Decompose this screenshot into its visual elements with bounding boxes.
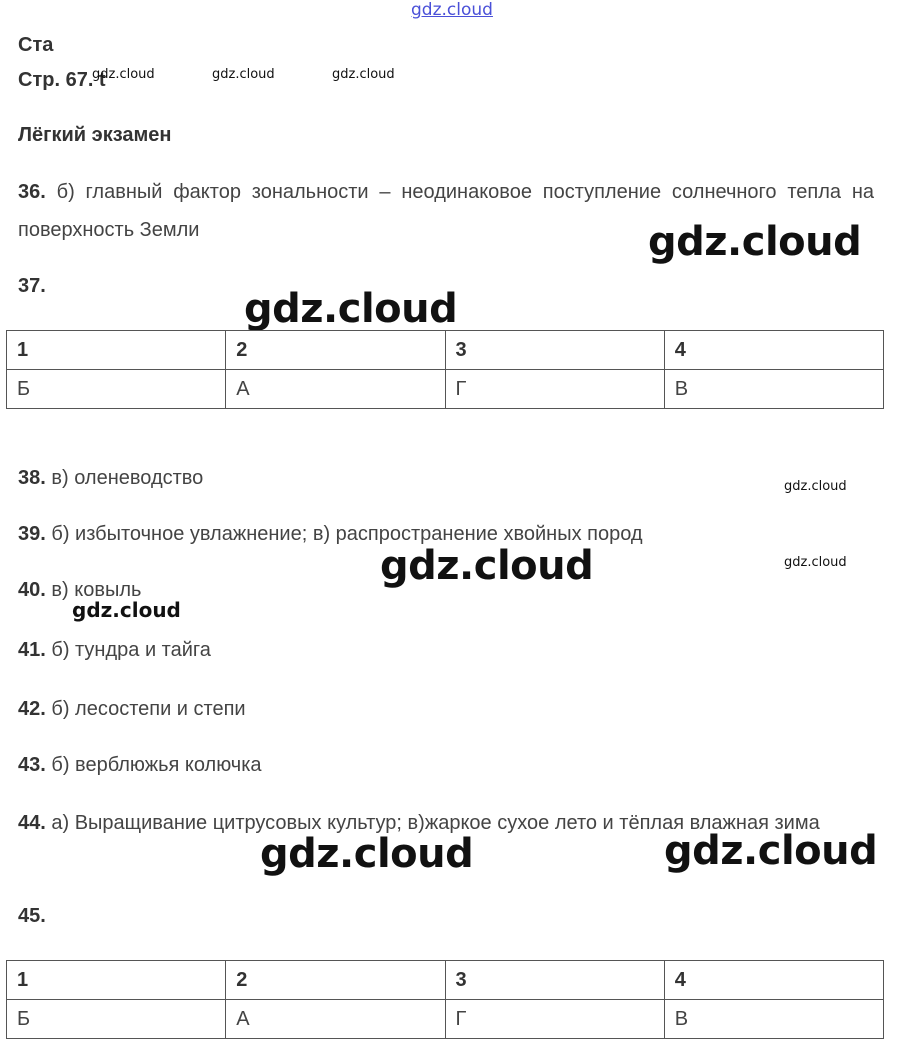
answer-text: б) главный фактор зональности – неодинаковое поступление солнечного тепла на поверхность Земли	[18, 181, 874, 241]
watermark-top[interactable]: gdz.cloud	[411, 0, 493, 20]
table-cell: 1	[7, 961, 226, 1000]
table-cell: Б	[7, 370, 226, 409]
answer-45	[18, 897, 46, 935]
cut-off-heading: Ста	[18, 34, 54, 56]
watermark-large: gdz.cloud	[244, 286, 458, 332]
answer-text: б) верблюжья колючка	[51, 754, 262, 776]
answer-text: б) лесостепи и степи	[51, 698, 246, 720]
answer-text: б) тундра и тайга	[51, 639, 211, 661]
table-cell: 2	[226, 331, 445, 370]
answer-number: 42.	[18, 698, 46, 720]
answer-text: б) избыточное увлажнение; в) распространение хвойных пород	[51, 523, 643, 545]
answer-number: 43.	[18, 754, 46, 776]
table-cell: 4	[664, 331, 883, 370]
table-cell: Г	[445, 370, 664, 409]
table-row	[7, 1000, 884, 1039]
answer-number: 45.	[18, 905, 46, 927]
watermark-large: gdz.cloud	[380, 543, 594, 589]
answer-42	[18, 690, 246, 728]
answer-number: 40.	[18, 579, 46, 601]
table-cell: В	[664, 1000, 883, 1039]
table-header-row	[7, 331, 884, 370]
answer-41	[18, 631, 211, 669]
answer-number: 36.	[18, 181, 46, 203]
table-cell: А	[226, 1000, 445, 1039]
answer-number: 37.	[18, 275, 46, 297]
answer-table-45	[6, 960, 884, 1039]
table-row	[7, 370, 884, 409]
answer-37	[18, 267, 46, 305]
answer-38	[18, 459, 203, 497]
table-cell: 3	[445, 961, 664, 1000]
watermark-large: gdz.cloud	[260, 831, 474, 877]
table-cell: Г	[445, 1000, 664, 1039]
watermark-large: gdz.cloud	[664, 828, 878, 874]
watermark-small: gdz.cloud	[784, 555, 847, 570]
table-cell: 3	[445, 331, 664, 370]
page-reference: Стр. 67. t	[18, 69, 106, 91]
answer-number: 44.	[18, 812, 46, 834]
table-cell: 4	[664, 961, 883, 1000]
answer-table-37	[6, 330, 884, 409]
watermark-small: gdz.cloud	[784, 479, 847, 494]
table-cell: Б	[7, 1000, 226, 1039]
table-cell: 2	[226, 961, 445, 1000]
answer-43	[18, 746, 262, 784]
answer-number: 39.	[18, 523, 46, 545]
section-title: Лёгкий экзамен	[18, 124, 172, 146]
answer-number: 38.	[18, 467, 46, 489]
table-header-row	[7, 961, 884, 1000]
answer-text: в) оленеводство	[51, 467, 204, 489]
answer-number: 41.	[18, 639, 46, 661]
watermark-small: gdz.cloud	[92, 67, 155, 82]
answer-text: в) ковыль	[51, 579, 142, 601]
table-cell: А	[226, 370, 445, 409]
table-cell: 1	[7, 331, 226, 370]
table-cell: В	[664, 370, 883, 409]
watermark-small: gdz.cloud	[332, 67, 395, 82]
watermark-medium: gdz.cloud	[72, 598, 181, 622]
watermark-small: gdz.cloud	[212, 67, 275, 82]
answer-text: а) Выращивание цитрусовых культур; в)жаркое сухое лето и тёплая влажная зима	[51, 812, 820, 834]
watermark-large: gdz.cloud	[648, 219, 862, 265]
